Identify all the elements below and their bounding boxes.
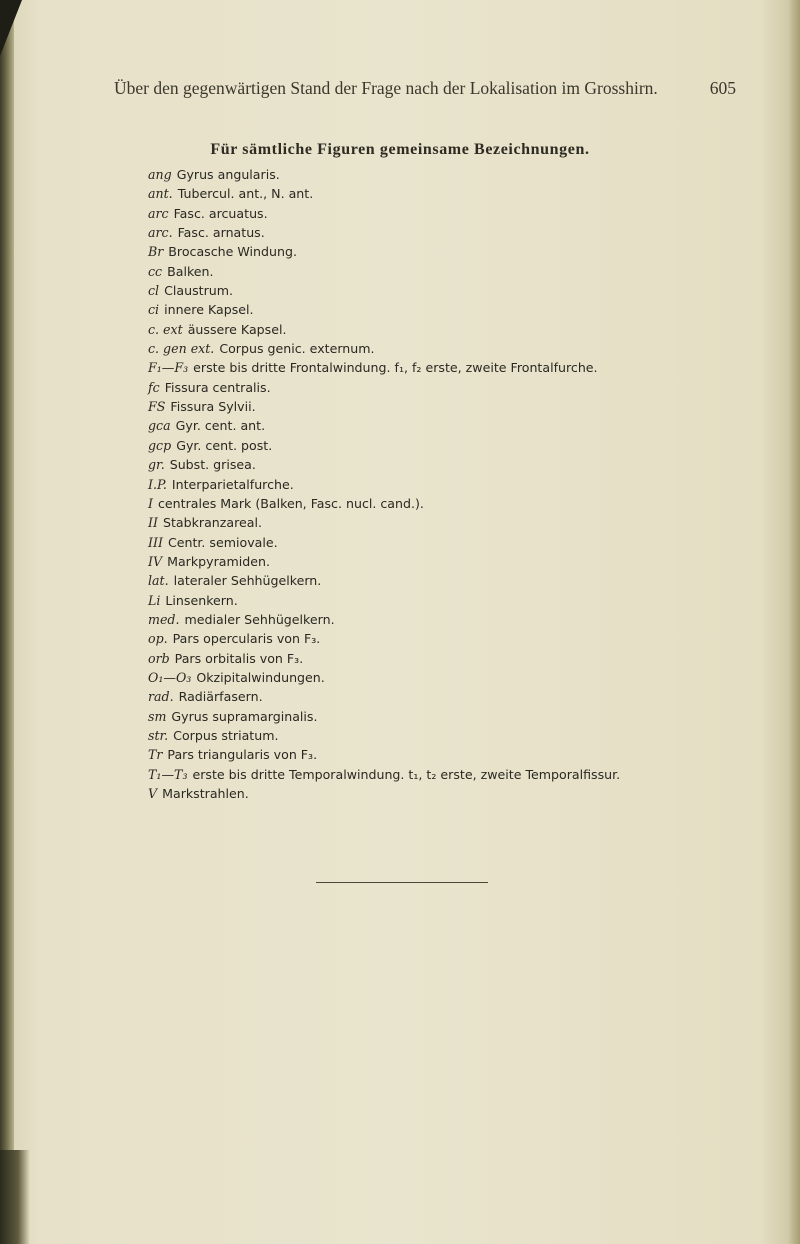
legend-description: Gyrus angularis.	[176, 167, 280, 182]
legend-abbreviation: str.	[148, 727, 169, 743]
legend-entry	[148, 591, 768, 610]
legend-description: äussere Kapsel.	[187, 321, 287, 337]
legend-entry	[148, 184, 768, 203]
legend-description: Gyrus supramarginalis.	[171, 708, 318, 724]
legend-description: Markpyramiden.	[167, 553, 270, 569]
legend-abbreviation: ant.	[148, 186, 173, 202]
legend-entry	[148, 494, 768, 513]
legend-abbreviation: c. ext	[148, 321, 183, 337]
legend-entry	[148, 629, 768, 648]
legend-abbreviation: cl	[148, 283, 160, 299]
legend-entry	[148, 397, 768, 416]
legend-description: lateraler Sehhügelkern.	[173, 573, 322, 589]
legend-abbreviation: gca	[148, 418, 171, 434]
legend-description: Pars opercularis von F₃.	[172, 631, 321, 647]
legend-abbreviation: III	[148, 534, 163, 550]
legend-description: Fissura Sylvii.	[170, 399, 256, 415]
legend-entry	[148, 223, 768, 242]
legend-entry	[148, 765, 768, 784]
legend-entry	[148, 242, 768, 261]
legend-abbreviation: gcp	[148, 437, 172, 453]
legend-list	[148, 165, 768, 803]
legend-entry	[148, 262, 768, 281]
legend-abbreviation: cc	[148, 263, 163, 279]
legend-description: Tubercul. ant., N. ant.	[177, 186, 314, 202]
running-head-title: Über den gegenwärtigen Stand der Frage nach der Lokalisation im Grosshirn.	[114, 78, 658, 98]
legend-entry	[148, 610, 768, 629]
legend-description: Pars orbitalis von F₃.	[174, 650, 304, 666]
legend-description: centrales Mark (Balken, Fasc. nucl. cand.).	[157, 495, 424, 511]
legend-abbreviation: F₁—F₃	[148, 360, 189, 376]
legend-abbreviation: V	[148, 786, 158, 801]
legend-abbreviation: op.	[148, 631, 168, 647]
legend-abbreviation: arc.	[148, 225, 173, 241]
legend-abbreviation: FS	[148, 399, 166, 415]
legend-abbreviation: rad.	[148, 689, 174, 705]
running-head	[114, 78, 736, 102]
legend-entry	[148, 687, 768, 706]
legend-entry	[148, 300, 768, 319]
legend-abbreviation: sm	[148, 708, 167, 724]
legend-description: Gyr. cent. ant.	[175, 418, 266, 434]
legend-abbreviation: O₁—O₃	[148, 669, 192, 685]
legend-abbreviation: T₁—T₃	[148, 766, 188, 782]
legend-abbreviation: orb	[148, 650, 170, 666]
legend-description: Linsenkern.	[165, 592, 238, 608]
legend-description: Corpus genic. externum.	[219, 341, 375, 357]
legend-abbreviation: ci	[148, 302, 160, 318]
legend-description: Fasc. arnatus.	[177, 225, 265, 241]
legend-description: Brocasche Windung.	[168, 244, 297, 260]
legend-entry	[148, 455, 768, 474]
legend-description: Stabkranzareal.	[162, 515, 262, 531]
legend-entry	[148, 707, 768, 726]
legend-entry	[148, 513, 768, 532]
legend-entry	[148, 475, 768, 494]
legend-heading: Für sämtliche Figuren gemeinsame Bezeichnungen.	[210, 141, 590, 158]
legend-description: Claustrum.	[164, 283, 234, 299]
legend-abbreviation: ang	[148, 167, 172, 182]
legend-description: Fasc. arcuatus.	[173, 205, 268, 221]
legend-abbreviation: I	[148, 495, 153, 511]
page-corner	[0, 0, 22, 56]
legend-entry	[148, 281, 768, 300]
legend-entry	[148, 320, 768, 339]
legend-abbreviation: Tr	[148, 747, 163, 763]
page-edge-right	[788, 0, 800, 1244]
legend-description: Centr. semiovale.	[167, 534, 278, 550]
end-rule	[316, 882, 488, 883]
legend-abbreviation: IV	[148, 553, 163, 569]
legend-entry	[148, 436, 768, 455]
legend-entry	[148, 784, 768, 803]
legend-abbreviation: arc	[148, 205, 169, 221]
legend-description: Radiärfasern.	[178, 689, 263, 705]
legend-abbreviation: lat.	[148, 573, 169, 589]
legend-description: Okzipitalwindungen.	[196, 669, 325, 685]
legend-description: Subst. grisea.	[169, 457, 256, 473]
legend-abbreviation: Br	[148, 244, 164, 260]
legend-entry	[148, 533, 768, 552]
legend-entry	[148, 339, 768, 358]
legend-description: erste bis dritte Frontalwindung. f₁, f₂ erste, zweite Frontalfurche.	[193, 360, 598, 376]
legend-abbreviation: fc	[148, 379, 160, 395]
legend-abbreviation: med.	[148, 611, 180, 627]
binding-shadow-bottom	[0, 1150, 30, 1244]
legend-description: Interparietalfurche.	[171, 476, 294, 492]
legend-description: medialer Sehhügelkern.	[184, 611, 335, 627]
binding-shadow-left	[0, 0, 14, 1244]
legend-description: innere Kapsel.	[164, 302, 254, 318]
legend-entry	[148, 358, 768, 377]
legend-description: Gyr. cent. post.	[176, 437, 273, 453]
legend-abbreviation: I.P.	[148, 476, 167, 492]
legend-entry	[148, 165, 768, 184]
legend-entry	[148, 552, 768, 571]
legend-entry	[148, 649, 768, 668]
legend-entry	[148, 204, 768, 223]
legend-description: Balken.	[167, 263, 214, 279]
legend-entry	[148, 571, 768, 590]
page-number: 605	[709, 78, 736, 98]
legend-abbreviation: Li	[148, 592, 161, 608]
legend-entry	[148, 668, 768, 687]
legend-entry	[148, 416, 768, 435]
legend-entry	[148, 378, 768, 397]
legend-entry	[148, 726, 768, 745]
legend-description: erste bis dritte Temporalwindung. t₁, t₂ erste, zweite Temporalfissur.	[192, 766, 621, 782]
legend-description: Corpus striatum.	[173, 727, 279, 743]
legend-description: Fissura centralis.	[164, 379, 271, 395]
legend-abbreviation: gr.	[148, 457, 165, 473]
legend-description: Markstrahlen.	[162, 786, 249, 801]
legend-entry	[148, 745, 768, 764]
legend-abbreviation: II	[148, 515, 158, 531]
legend-abbreviation: c. gen ext.	[148, 341, 215, 357]
legend-description: Pars triangularis von F₃.	[167, 747, 318, 763]
